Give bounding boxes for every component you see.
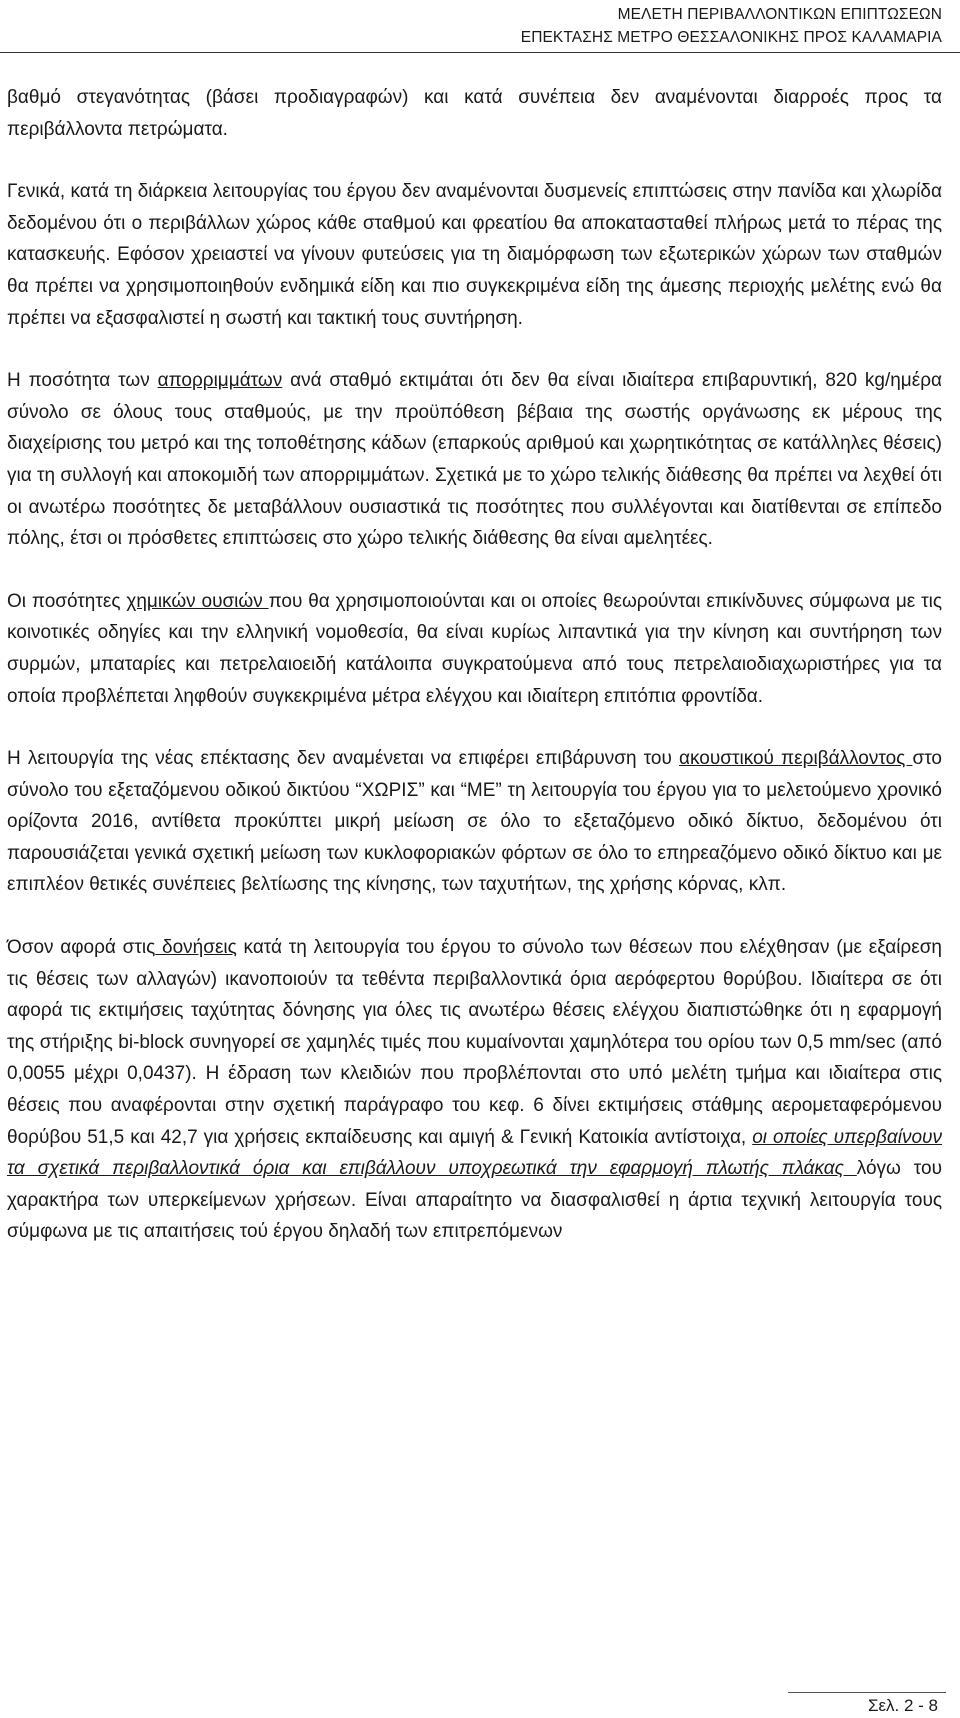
header-title-line1: ΜΕΛΕΤΗ ΠΕΡΙΒΑΛΛΟΝΤΙΚΩΝ ΕΠΙΠΤΩΣΕΩΝ bbox=[617, 6, 942, 23]
paragraph-vibrations bbox=[7, 932, 942, 1248]
paragraph-text: ανά σταθμό εκτιμάται ότι δεν θα είναι ιδιαίτερα επιβαρυντική, 820 kg/ημέρα σύνολο σε όλους τους σταθμούς, με την προϋπόθεση βέβαια της σωστής οργάνωσης εκ μέρους της διαχείρισης του μετρό και της τοποθέτησης κάδων (επαρκούς αριθμού και χωρητικότητας σε κατάλληλες θέσεις) για τη συλλογή και αποκομιδή των απορριμμάτων. Σχετικά με το χώρο τελικής διάθεσης θα πρέπει να λεχθεί ότι οι ανωτέρω ποσότητες δε μεταβάλλουν ουσιαστικά τις ποσότητες που συλλέγονται και διατίθενται σε επίπεδο πόλης, έτσι οι πρόσθετες επιπτώσεις στο χώρο τελικής διάθεσης θα είναι αμελητέες. bbox=[7, 370, 943, 550]
paragraph-continuation bbox=[7, 82, 942, 145]
page-header bbox=[521, 3, 942, 49]
paragraph-text: κατά τη λειτουργία του έργου το σύνολο των θέσεων που ελέχθησαν (με εξαίρεση τις θέσεις των αλλαγών) ικανοποιούν τα τεθέντα περιβαλλοντικά όρια αερόφερτου θορύβου. Ιδιαίτερα σε ότι αφορά τις εκτιμήσεις ταχύτητας δόνησης για όλες τις ανωτέρω θέσεις ελέγχου διαπιστώθηκε ότι η εφαρμογή της στήριξης bi-block συνηγορεί σε χαμηλές τιμές που κυμαίνονται χαμηλότερα του ορίου των 0,5 mm/sec (από 0,0055 μέχρι 0,0437). Η έδραση των κλειδιών που προβλέπονται στο υπό μελέτη τμήμα και ιδιαίτερα στις θέσεις που αναφέρονται στην σχετική παράγραφο του κεφ. 6 δίνει εκτιμήσεις στάθμης αερομεταφερόμενου θορύβου 51,5 και 42,7 για χρήσεις εκπαίδευσης και αμιγή & Γενική Κατοικία αντίστοιχα, bbox=[7, 937, 942, 1148]
underlined-term-vibrations: δονήσεις bbox=[155, 937, 237, 959]
paragraph-text: λόγω του χαρακτήρα των υπερκείμενων χρήσεων. Είναι απαραίτητο να διασφαλισθεί η άρτια τεχνική λειτουργία τους σύμφωνα με τις απαιτήσεις τού έργου δηλαδή των επιτρεπόμενων bbox=[7, 1158, 942, 1243]
paragraph-text: Γενικά, κατά τη διάρκεια λειτουργίας του έργου δεν αναμένονται δυσμενείς επιπτώσεις στην πανίδα και χλωρίδα δεδομένου ότι ο περιβάλλων χώρος κάθε σταθμού και φρεατίου θα αποκατασταθεί πλήρως μετά το πέρας της κατασκευής. Εφόσον χρειαστεί να γίνουν φυτεύσεις για τη διαμόρφωση των εξωτερικών χώρων των σταθμών θα πρέπει να χρησιμοποιηθούν ενδημικά είδη και πιο συγκεκριμένα είδη της άμεσης περιοχής μελέτης ενώ θα πρέπει να εξασφαλιστεί η σωστή και τακτική τους συντήρηση. bbox=[7, 181, 942, 329]
emphasized-requirement: οι οποίες υπερβαίνουν τα σχετικά περιβαλλοντικά όρια και επιβάλλουν υποχρεωτικά την εφαρμογή πλωτής πλάκας bbox=[7, 1126, 942, 1180]
paragraph-flora-fauna bbox=[7, 176, 942, 334]
paragraph-acoustic bbox=[7, 743, 942, 901]
paragraph-text: στο σύνολο του εξεταζόμενου οδικού δικτύου “ΧΩΡΙΣ” και “ΜΕ” τη λειτουργία του έργου για το μελετούμενο χρονικό ορίζοντα 2016, αντίθετα προκύπτει μικρή μείωση σε όλο το εξεταζόμενο οδικό δίκτυο, δεδομένου ότι παρουσιάζεται γενικά σχετική μείωση των κυκλοφοριακών φόρτων σε όλο το επηρεαζόμενο οδικό δίκτυο και με επιπλέον θετικές συνέπειες βελτίωσης της κίνησης, των ταχυτήτων, της χρήσης κόρνας, κλπ. bbox=[7, 748, 942, 896]
paragraph-chemicals bbox=[7, 586, 942, 712]
paragraph-text: Όσον αφορά στις bbox=[7, 937, 156, 959]
underlined-term-waste: απορριμμάτων bbox=[157, 370, 283, 392]
underlined-term-acoustic: ακουστικού περιβάλλοντος bbox=[679, 748, 913, 770]
paragraph-text: Η λειτουργία της νέας επέκτασης δεν αναμένεται να επιφέρει επιβάρυνση του bbox=[7, 748, 680, 770]
document-body bbox=[7, 82, 942, 1279]
paragraph-text: Η ποσότητα των bbox=[7, 370, 158, 392]
paragraph-waste bbox=[7, 365, 942, 555]
paragraph-text: βαθμό στεγανότητας (βάσει προδιαγραφών) και κατά συνέπεια δεν αναμένονται διαρροές προς τα περιβάλλοντα πετρώματα. bbox=[7, 87, 942, 140]
underlined-term-chemicals: χημικών ουσιών bbox=[126, 590, 269, 612]
footer-divider bbox=[788, 1692, 946, 1693]
page-number: Σελ. 2 - 8 bbox=[867, 1696, 938, 1715]
header-divider bbox=[0, 52, 960, 53]
paragraph-text: Οι ποσότητες bbox=[7, 590, 127, 612]
header-title-line2: ΕΠΕΚΤΑΣΗΣ ΜΕΤΡΟ ΘΕΣΣΑΛΟΝΙΚΗΣ ΠΡΟΣ ΚΑΛΑΜΑΡΙΑ bbox=[520, 29, 942, 46]
paragraph-text: που θα χρησιμοποιούνται και οι οποίες θεωρούνται επικίνδυνες σύμφωνα με τις κοινοτικές οδηγίες και την ελληνική νομοθεσία, θα είναι κυρίως λιπαντικά για την κίνηση και συντήρηση των συρμών, μπαταρίες και πετρελαιοειδή κατάλοιπα συγκρατούμενα από τους πετρελαιοδιαχωριστήρες για τα οποία προβλέπεται ληφθούν συγκεκριμένα μέτρα ελέγχου και ιδιαίτερη επιτόπια φροντίδα. bbox=[7, 590, 943, 707]
